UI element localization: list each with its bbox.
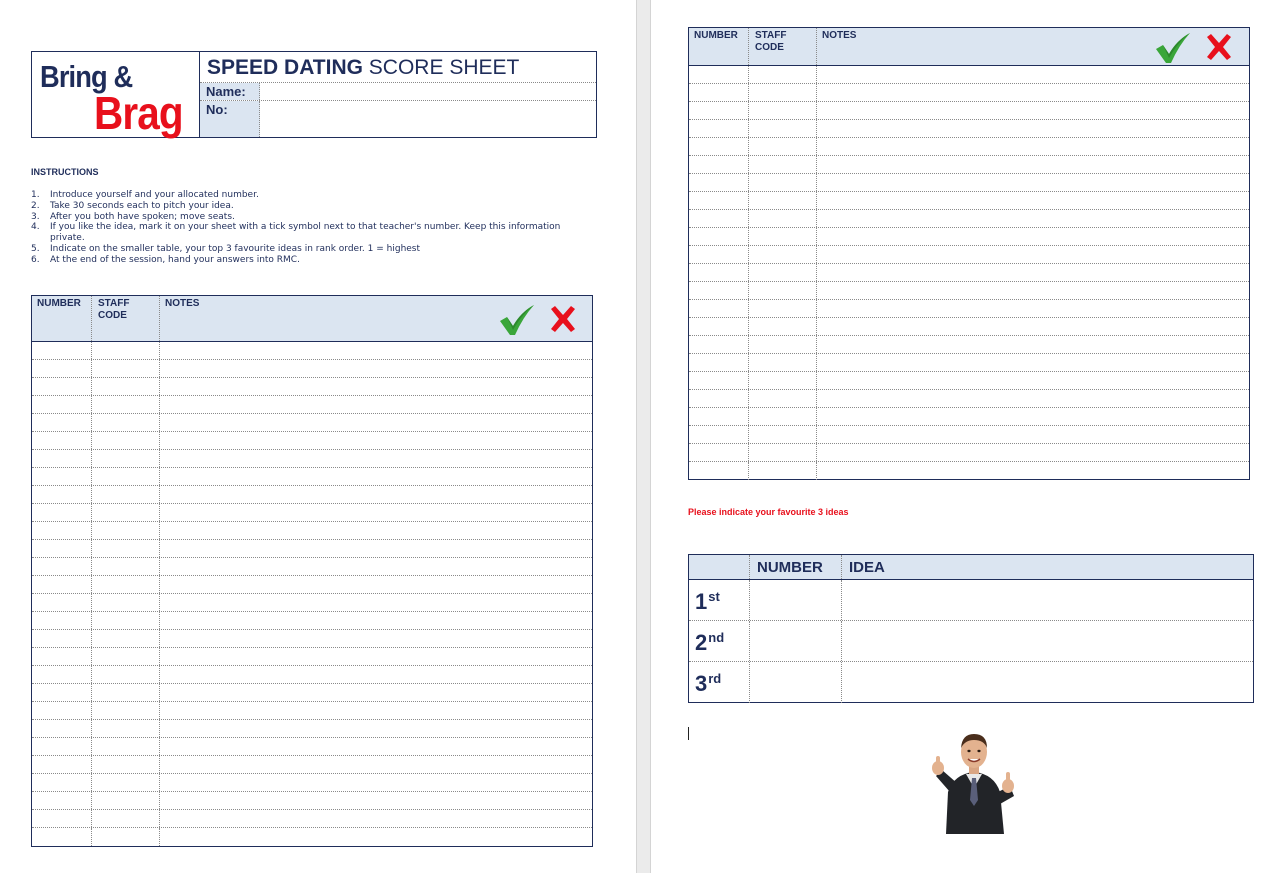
instruction-text: After you both have spoken; move seats. — [50, 211, 235, 222]
staff-code-cell[interactable] — [92, 396, 160, 413]
notes-cell[interactable] — [160, 774, 592, 791]
staff-code-cell[interactable] — [92, 540, 160, 557]
header-fields — [200, 52, 596, 137]
staff-code-cell[interactable] — [749, 84, 817, 101]
notes-table-left — [31, 295, 593, 847]
number-cell[interactable] — [689, 390, 749, 407]
notes-cell[interactable] — [160, 486, 592, 503]
number-cell[interactable] — [689, 426, 749, 443]
staff-code-cell[interactable] — [749, 66, 817, 83]
number-cell[interactable] — [32, 720, 92, 737]
notes-row — [689, 354, 1249, 372]
notes-cell[interactable] — [817, 372, 1249, 389]
notes-row — [32, 522, 592, 540]
instruction-number: 1. — [31, 190, 40, 200]
notes-row — [689, 282, 1249, 300]
staff-code-cell[interactable] — [749, 120, 817, 137]
number-cell[interactable] — [32, 594, 92, 611]
notes-row — [689, 408, 1249, 426]
notes-cell[interactable] — [817, 174, 1249, 191]
notes-row — [32, 810, 592, 828]
number-cell[interactable] — [689, 102, 749, 119]
notes-cell[interactable] — [817, 336, 1249, 353]
fav-number-cell[interactable] — [750, 621, 842, 661]
favourite-row — [689, 621, 1253, 662]
number-cell[interactable] — [689, 84, 749, 101]
number-cell[interactable] — [689, 138, 749, 155]
number-cell[interactable] — [32, 792, 92, 809]
notes-cell[interactable] — [160, 792, 592, 809]
notes-cell[interactable] — [817, 138, 1249, 155]
staff-code-cell[interactable] — [92, 648, 160, 665]
notes-cell[interactable] — [160, 432, 592, 449]
number-cell[interactable] — [689, 264, 749, 281]
notes-row — [689, 318, 1249, 336]
notes-cell[interactable] — [817, 444, 1249, 461]
notes-cell[interactable] — [160, 630, 592, 647]
notes-cell[interactable] — [160, 504, 592, 521]
notes-cell[interactable] — [160, 684, 592, 701]
staff-code-cell[interactable] — [92, 432, 160, 449]
notes-cell[interactable] — [817, 210, 1249, 227]
notes-cell[interactable] — [160, 522, 592, 539]
number-cell[interactable] — [689, 228, 749, 245]
number-cell[interactable] — [32, 738, 92, 755]
notes-row — [32, 486, 592, 504]
notes-table-right — [688, 27, 1250, 480]
staff-code-cell[interactable] — [92, 486, 160, 503]
number-cell[interactable] — [689, 408, 749, 425]
number-cell[interactable] — [32, 558, 92, 575]
notes-cell[interactable] — [817, 390, 1249, 407]
notes-cell[interactable] — [817, 228, 1249, 245]
businessman-image — [928, 730, 1020, 834]
instruction-number: 4. — [31, 222, 40, 233]
favourites-header — [689, 555, 1253, 580]
notes-rows-left — [32, 342, 592, 846]
notes-row — [689, 462, 1249, 480]
col-number: NUMBER — [689, 28, 749, 65]
number-cell[interactable] — [32, 756, 92, 773]
staff-code-cell[interactable] — [92, 558, 160, 575]
number-cell[interactable] — [32, 612, 92, 629]
instruction-item — [31, 201, 591, 212]
number-cell[interactable] — [32, 396, 92, 413]
notes-cell[interactable] — [160, 378, 592, 395]
staff-code-cell[interactable] — [749, 354, 817, 371]
staff-code-cell[interactable] — [749, 228, 817, 245]
number-cell[interactable] — [32, 522, 92, 539]
col-notes: NOTES — [165, 298, 200, 309]
staff-code-cell[interactable] — [92, 504, 160, 521]
notes-row — [689, 336, 1249, 354]
number-cell[interactable] — [689, 120, 749, 137]
notes-row — [689, 372, 1249, 390]
notes-cell[interactable] — [817, 300, 1249, 317]
staff-code-cell[interactable] — [92, 594, 160, 611]
number-cell[interactable] — [32, 774, 92, 791]
notes-row — [32, 450, 592, 468]
notes-row — [32, 666, 592, 684]
notes-row — [32, 828, 592, 846]
number-cell[interactable] — [32, 576, 92, 593]
staff-code-cell[interactable] — [92, 702, 160, 719]
notes-row — [32, 414, 592, 432]
notes-row — [32, 612, 592, 630]
notes-row — [689, 156, 1249, 174]
fav-idea-cell[interactable] — [842, 662, 1253, 703]
notes-row — [689, 120, 1249, 138]
x-icon — [549, 305, 577, 333]
instruction-number: 5. — [31, 243, 40, 254]
no-field[interactable] — [260, 101, 596, 137]
notes-row — [32, 558, 592, 576]
staff-code-cell[interactable] — [92, 468, 160, 485]
logo — [32, 52, 200, 137]
notes-cell[interactable] — [160, 558, 592, 575]
notes-row — [689, 84, 1249, 102]
number-cell[interactable] — [32, 684, 92, 701]
number-cell[interactable] — [32, 702, 92, 719]
staff-code-cell[interactable] — [749, 300, 817, 317]
staff-code-cell[interactable] — [749, 264, 817, 281]
number-cell[interactable] — [689, 246, 749, 263]
number-cell[interactable] — [32, 342, 92, 359]
rank-label: 2nd — [689, 621, 750, 661]
notes-cell[interactable] — [160, 450, 592, 467]
number-cell[interactable] — [32, 432, 92, 449]
name-label: Name: — [200, 83, 260, 100]
notes-cell[interactable] — [160, 468, 592, 485]
title-rest: SCORE SHEET — [362, 56, 520, 79]
staff-code-cell[interactable] — [749, 282, 817, 299]
notes-row — [32, 630, 592, 648]
number-cell[interactable] — [689, 372, 749, 389]
staff-code-cell[interactable] — [749, 318, 817, 335]
page-left — [0, 0, 636, 873]
col-rank — [689, 555, 750, 579]
notes-row — [689, 138, 1249, 156]
notes-cell[interactable] — [160, 666, 592, 683]
number-cell[interactable] — [689, 336, 749, 353]
notes-row — [32, 432, 592, 450]
notes-rows-right — [689, 66, 1249, 480]
instruction-item — [31, 222, 591, 244]
col-fav-number: NUMBER — [750, 555, 842, 579]
col-staff-code: STAFF CODE — [92, 296, 160, 341]
number-cell[interactable] — [689, 192, 749, 209]
staff-code-cell[interactable] — [92, 414, 160, 431]
notes-row — [689, 66, 1249, 84]
notes-row — [689, 444, 1249, 462]
staff-code-cell[interactable] — [749, 390, 817, 407]
fav-idea-cell[interactable] — [842, 580, 1253, 620]
instruction-item — [31, 190, 591, 201]
check-icon — [498, 304, 536, 336]
page-right — [651, 0, 1280, 873]
staff-code-cell[interactable] — [749, 408, 817, 425]
favourite-row — [689, 580, 1253, 621]
number-cell[interactable] — [689, 66, 749, 83]
notes-row — [32, 576, 592, 594]
name-field[interactable] — [260, 83, 596, 100]
staff-code-cell[interactable] — [749, 156, 817, 173]
notes-cell[interactable] — [817, 282, 1249, 299]
staff-code-cell[interactable] — [92, 612, 160, 629]
staff-code-cell[interactable] — [749, 246, 817, 263]
staff-code-cell[interactable] — [92, 450, 160, 467]
staff-code-cell[interactable] — [92, 666, 160, 683]
number-cell[interactable] — [32, 630, 92, 647]
number-cell[interactable] — [689, 354, 749, 371]
notes-cell[interactable] — [160, 828, 592, 846]
x-icon — [1205, 33, 1233, 61]
notes-row — [32, 720, 592, 738]
staff-code-cell[interactable] — [749, 210, 817, 227]
instruction-text: Indicate on the smaller table, your top 3 favourite ideas in rank order. 1 = highest — [50, 243, 421, 254]
notes-header — [32, 296, 592, 342]
instruction-item — [31, 212, 591, 223]
notes-row — [689, 246, 1249, 264]
instruction-number: 6. — [31, 254, 40, 265]
staff-code-cell[interactable] — [92, 828, 160, 846]
title-bold: SPEED DATING — [207, 56, 363, 79]
staff-code-cell[interactable] — [92, 738, 160, 755]
check-icon — [1154, 32, 1192, 64]
notes-row — [32, 504, 592, 522]
no-label: No: — [200, 101, 260, 137]
notes-cell[interactable] — [817, 102, 1249, 119]
staff-code-cell[interactable] — [92, 342, 160, 359]
notes-cell[interactable] — [817, 66, 1249, 83]
notes-row — [32, 378, 592, 396]
notes-cell[interactable] — [160, 738, 592, 755]
notes-cell[interactable] — [160, 540, 592, 557]
notes-row — [32, 792, 592, 810]
notes-row — [32, 702, 592, 720]
staff-code-cell[interactable] — [749, 462, 817, 480]
number-cell[interactable] — [32, 648, 92, 665]
notes-row — [689, 102, 1249, 120]
notes-row — [32, 648, 592, 666]
number-cell[interactable] — [689, 462, 749, 480]
staff-code-cell[interactable] — [92, 630, 160, 647]
notes-cell[interactable] — [160, 648, 592, 665]
number-cell[interactable] — [689, 318, 749, 335]
notes-cell[interactable] — [817, 120, 1249, 137]
notes-cell[interactable] — [160, 414, 592, 431]
col-idea: IDEA — [849, 559, 885, 576]
logo-brag: Brag — [94, 87, 183, 139]
staff-code-cell[interactable] — [749, 426, 817, 443]
number-cell[interactable] — [32, 378, 92, 395]
rank-label: 1st — [689, 580, 750, 620]
instruction-text: Introduce yourself and your allocated number. — [50, 190, 259, 200]
instruction-number: 3. — [31, 211, 40, 222]
number-cell[interactable] — [32, 450, 92, 467]
notes-row — [689, 210, 1249, 228]
staff-code-cell[interactable] — [749, 174, 817, 191]
notes-cell[interactable] — [817, 156, 1249, 173]
instruction-item — [31, 255, 591, 266]
staff-code-cell[interactable] — [92, 360, 160, 377]
notes-row — [689, 174, 1249, 192]
notes-cell[interactable] — [160, 576, 592, 593]
name-row — [200, 83, 596, 101]
notes-row — [32, 342, 592, 360]
notes-row — [32, 594, 592, 612]
staff-code-cell[interactable] — [92, 756, 160, 773]
col-number: NUMBER — [32, 296, 92, 341]
rank-label: 3rd — [689, 662, 750, 703]
favourite-row — [689, 662, 1253, 703]
favourites-table — [688, 554, 1254, 703]
notes-cell[interactable] — [817, 408, 1249, 425]
notes-row — [689, 300, 1249, 318]
notes-cell[interactable] — [160, 720, 592, 737]
staff-code-cell[interactable] — [92, 792, 160, 809]
notes-row — [32, 774, 592, 792]
number-cell[interactable] — [32, 486, 92, 503]
staff-code-cell[interactable] — [92, 576, 160, 593]
staff-code-cell[interactable] — [92, 720, 160, 737]
number-cell[interactable] — [689, 174, 749, 191]
notes-row — [32, 540, 592, 558]
notes-cell[interactable] — [160, 594, 592, 611]
number-cell[interactable] — [689, 444, 749, 461]
staff-code-cell[interactable] — [92, 810, 160, 827]
instruction-text: Take 30 seconds each to pitch your idea. — [50, 200, 234, 211]
staff-code-cell[interactable] — [92, 684, 160, 701]
number-cell[interactable] — [32, 414, 92, 431]
notes-cell[interactable] — [160, 702, 592, 719]
fav-number-cell[interactable] — [750, 580, 842, 620]
notes-row — [689, 228, 1249, 246]
number-cell[interactable] — [32, 468, 92, 485]
notes-row — [32, 360, 592, 378]
logo-bring: Bring & — [40, 59, 133, 94]
number-cell[interactable] — [689, 210, 749, 227]
notes-cell[interactable] — [817, 264, 1249, 281]
sheet-title — [200, 52, 596, 83]
number-cell[interactable] — [32, 666, 92, 683]
no-row — [200, 101, 596, 137]
col-notes: NOTES — [822, 30, 857, 41]
notes-row — [689, 390, 1249, 408]
staff-code-cell[interactable] — [749, 192, 817, 209]
staff-code-cell[interactable] — [92, 522, 160, 539]
notes-row — [32, 468, 592, 486]
notes-row — [689, 264, 1249, 282]
col-staff-code: STAFF CODE — [749, 28, 817, 65]
notes-cell[interactable] — [160, 396, 592, 413]
staff-code-cell[interactable] — [749, 444, 817, 461]
notes-row — [32, 738, 592, 756]
number-cell[interactable] — [32, 540, 92, 557]
number-cell[interactable] — [32, 504, 92, 521]
instruction-item — [31, 244, 591, 255]
notes-cell[interactable] — [160, 360, 592, 377]
staff-code-cell[interactable] — [749, 138, 817, 155]
notes-cell[interactable] — [160, 342, 592, 359]
number-cell[interactable] — [689, 282, 749, 299]
instructions-list — [31, 190, 591, 266]
instruction-text: At the end of the session, hand your answers into RMC. — [50, 254, 300, 265]
instruction-number: 2. — [31, 200, 40, 211]
staff-code-cell[interactable] — [92, 774, 160, 791]
notes-cell[interactable] — [817, 462, 1249, 480]
staff-code-cell[interactable] — [749, 336, 817, 353]
number-cell[interactable] — [689, 300, 749, 317]
notes-row — [689, 426, 1249, 444]
staff-code-cell[interactable] — [92, 378, 160, 395]
number-cell[interactable] — [32, 810, 92, 827]
number-cell[interactable] — [689, 156, 749, 173]
notes-row — [32, 684, 592, 702]
staff-code-cell[interactable] — [749, 372, 817, 389]
notes-cell[interactable] — [160, 612, 592, 629]
notes-row — [32, 756, 592, 774]
favourites-prompt: Please indicate your favourite 3 ideas — [688, 507, 849, 517]
number-cell[interactable] — [32, 360, 92, 377]
page-gutter — [636, 0, 651, 873]
notes-cell[interactable] — [817, 318, 1249, 335]
staff-code-cell[interactable] — [749, 102, 817, 119]
number-cell[interactable] — [32, 828, 92, 846]
notes-cell[interactable] — [817, 192, 1249, 209]
notes-row — [689, 192, 1249, 210]
notes-cell[interactable] — [160, 810, 592, 827]
text-cursor — [688, 727, 689, 740]
header-box — [31, 51, 597, 138]
notes-cell[interactable] — [160, 756, 592, 773]
instructions-title: INSTRUCTIONS — [31, 167, 99, 177]
fav-number-cell[interactable] — [750, 662, 842, 703]
notes-cell[interactable] — [817, 84, 1249, 101]
notes-header — [689, 28, 1249, 66]
notes-cell[interactable] — [817, 354, 1249, 371]
notes-cell[interactable] — [817, 246, 1249, 263]
notes-cell[interactable] — [817, 426, 1249, 443]
fav-idea-cell[interactable] — [842, 621, 1253, 661]
instruction-text: If you like the idea, mark it on your sheet with a tick symbol next to that teacher's number. Keep this information private. — [50, 222, 561, 244]
notes-row — [32, 396, 592, 414]
